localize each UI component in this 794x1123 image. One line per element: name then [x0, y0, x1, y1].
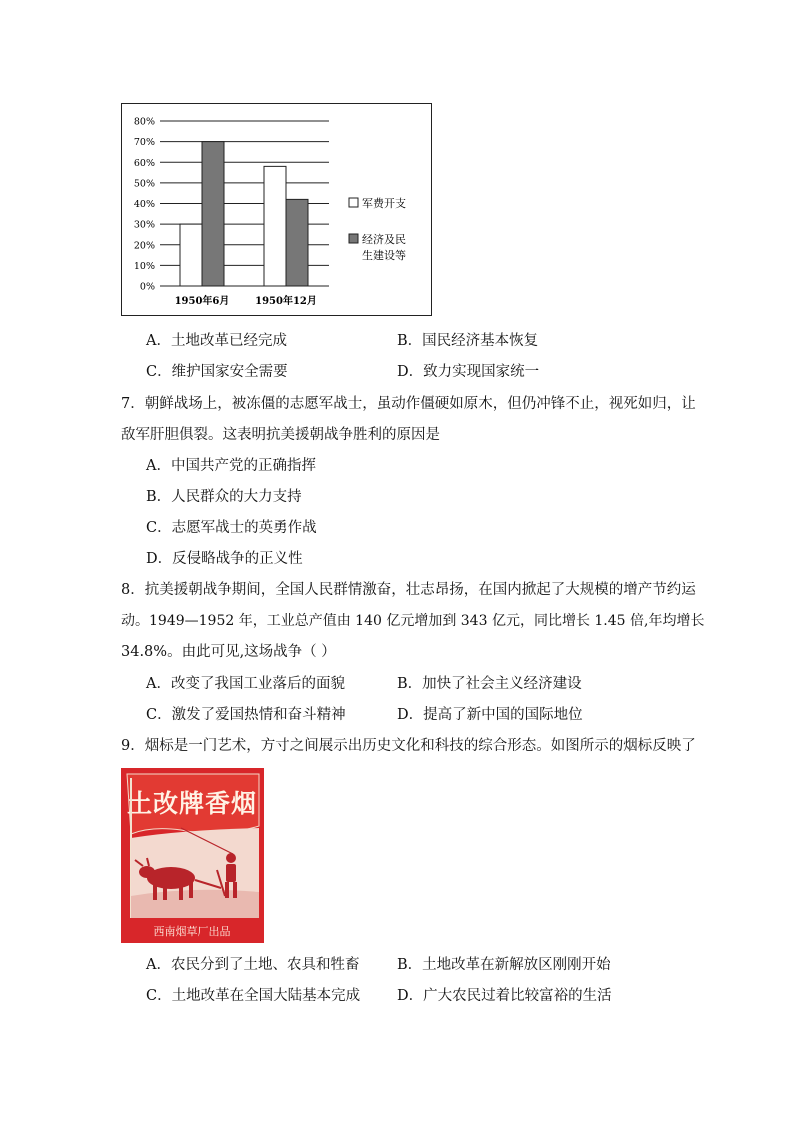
y-tick-label: 50% — [133, 178, 155, 190]
legend-label-economy-1: 经济及民 — [362, 233, 406, 246]
y-tick-label: 60% — [133, 157, 155, 169]
q7-option-c[interactable]: C．志愿军战士的英勇作战 — [146, 520, 317, 536]
q6-option-d[interactable]: D．致力实现国家统一 — [397, 364, 540, 380]
cigarette-label-art — [121, 768, 264, 943]
y-tick-label: 70% — [133, 137, 155, 149]
legend-label-military: 军费开支 — [362, 197, 406, 210]
y-tick-label: 40% — [133, 199, 155, 210]
q8-stem-line1: 8．抗美援朝战争期间，全国人民群情激奋，壮志昂扬，在国内掀起了大规模的增产节约运 — [121, 582, 696, 598]
legend-swatch-economy — [349, 234, 358, 243]
y-tick-label: 80% — [133, 116, 155, 128]
bar-military-0 — [180, 224, 202, 286]
q8-stem-line3: 34.8%。由此可见,这场战争（ ） — [121, 644, 336, 660]
q6-option-b[interactable]: B．国民经济基本恢复 — [397, 333, 539, 349]
x-category-label: 1950年12月 — [255, 296, 317, 307]
q8-option-d[interactable]: D．提高了新中国的国际地位 — [397, 707, 583, 723]
y-tick-label: 30% — [133, 219, 155, 231]
q7-option-d[interactable]: D．反侵略战争的正义性 — [146, 551, 303, 567]
q6-option-a[interactable]: A．土地改革已经完成 — [146, 333, 287, 349]
label-title: 土改牌香烟 — [126, 789, 258, 818]
bar-economy-1 — [286, 199, 308, 286]
q7-option-a[interactable]: A．中国共产党的正确指挥 — [146, 458, 316, 474]
q9-option-a[interactable]: A．农民分到了土地、农具和牲畜 — [146, 957, 360, 973]
y-tick-label: 10% — [133, 260, 155, 272]
chart-svg — [122, 104, 430, 314]
bar-chart — [121, 103, 432, 316]
q9-option-b[interactable]: B．土地改革在新解放区刚刚开始 — [397, 957, 611, 973]
y-tick-label: 20% — [133, 240, 155, 252]
bar-military-1 — [264, 166, 286, 286]
x-category-label: 1950年6月 — [174, 296, 230, 307]
q6-option-c[interactable]: C．维护国家安全需要 — [146, 364, 288, 380]
q7-stem-line2: 敌军肝胆俱裂。这表明抗美援朝战争胜利的原因是 — [121, 427, 440, 443]
label-maker: 西南烟草厂出品 — [153, 925, 231, 938]
q9-option-c[interactable]: C．土地改革在全国大陆基本完成 — [146, 988, 361, 1004]
q9-stem-line1: 9．烟标是一门艺术，方寸之间展示出历史文化和科技的综合形态。如图所示的烟标反映了 — [121, 738, 696, 754]
q9-option-d[interactable]: D．广大农民过着比较富裕的生活 — [397, 988, 612, 1004]
legend-label-economy-2: 生建设等 — [362, 249, 406, 262]
legend-swatch-military — [349, 198, 358, 207]
q7-stem-line1: 7．朝鲜战场上，被冻僵的志愿军战士，虽动作僵硬如原木，但仍冲锋不止，视死如归，让 — [121, 396, 696, 412]
q8-option-c[interactable]: C．激发了爱国热情和奋斗精神 — [146, 707, 346, 723]
q8-option-b[interactable]: B．加快了社会主义经济建设 — [397, 676, 582, 692]
bar-economy-0 — [202, 142, 224, 286]
q8-stem-line2: 动。1949—1952 年，工业总产值由 140 亿元增加到 343 亿元，同比增长 1.45 倍,年均增长 — [121, 613, 705, 629]
q7-option-b[interactable]: B．人民群众的大力支持 — [146, 489, 302, 505]
y-tick-label: 0% — [139, 281, 155, 293]
cigarette-label-image — [121, 768, 264, 943]
q8-option-a[interactable]: A．改变了我国工业落后的面貌 — [146, 676, 345, 692]
